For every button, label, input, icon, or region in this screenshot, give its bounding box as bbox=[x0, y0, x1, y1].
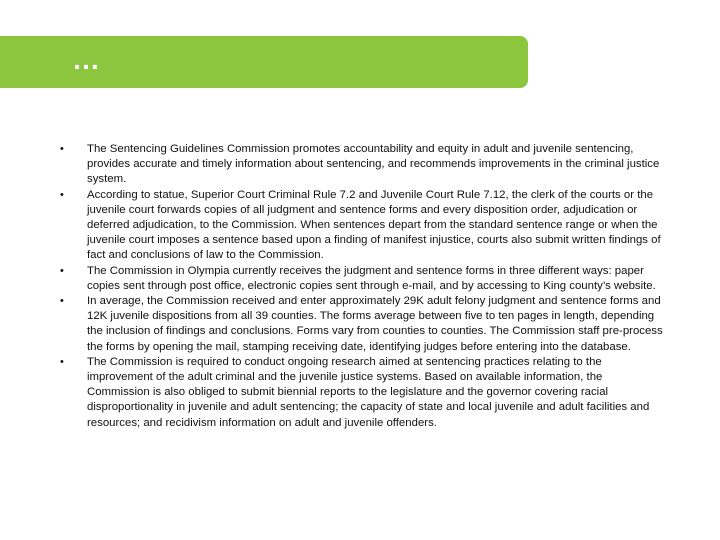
bullet-item bbox=[60, 188, 666, 264]
bullet-text: In average, the Commission received and enter approximately 29K adult felony judgment and sentence forms and 12K juvenile dispositions from all 39 counties. The forms average between five to ten pages in length, depending the inclusion of findings and conclusions. Forms vary from counties to counties. The Commission staff pre-process the forms by opening the mail, stamping receiving date, identifying judges before entering into the database. bbox=[87, 295, 663, 353]
bullet-item bbox=[60, 294, 666, 355]
bullet-icon: • bbox=[60, 295, 64, 308]
bullet-text: The Commission in Olympia currently receives the judgment and sentence forms in three different ways: paper copies sent through post office, electronic copies sent through e-mail, and by accessing to King county’s website. bbox=[87, 264, 656, 292]
bullet-text: The Sentencing Guidelines Commission promotes accountability and equity in adult and juvenile sentencing, provides accurate and timely information about sentencing, and recommends improvements in the criminal justice system. bbox=[87, 143, 660, 186]
bullet-icon: • bbox=[60, 188, 64, 201]
bullet-icon: • bbox=[60, 355, 64, 368]
bullet-item bbox=[60, 264, 666, 294]
bullet-text: According to statue, Superior Court Criminal Rule 7.2 and Juvenile Court Rule 7.12, the clerk of the courts or the juvenile court forwards copies of all judgment and sentence forms and every disposition order, adjudication or deferred adjudication, to the Commission. When sentences depart from the standard sentence range or when the juvenile court imposes a sentence based upon a finding of manifest injustice, courts also submit written findings of fact and conclusions of law to the Commission. bbox=[87, 188, 661, 262]
slide-title: … bbox=[72, 44, 101, 75]
bullet-icon: • bbox=[60, 143, 64, 155]
bullet-text: The Commission is required to conduct ongoing research aimed at sentencing practices relating to the improvement of the adult criminal and the juvenile justice systems. Based on available information, the Commission is also obliged to submit biennial reports to the legislature and the governor covering racial disproportionality in juvenile and adult sentencing; the capacity of state and local juvenile and adult facilities and resources; and recidivism information on adult and juvenile offenders. bbox=[87, 355, 650, 429]
bullet-list bbox=[60, 142, 666, 431]
bullet-item bbox=[60, 142, 666, 188]
bullet-icon: • bbox=[60, 264, 64, 277]
title-bar bbox=[0, 36, 528, 88]
bullet-item bbox=[60, 355, 666, 431]
